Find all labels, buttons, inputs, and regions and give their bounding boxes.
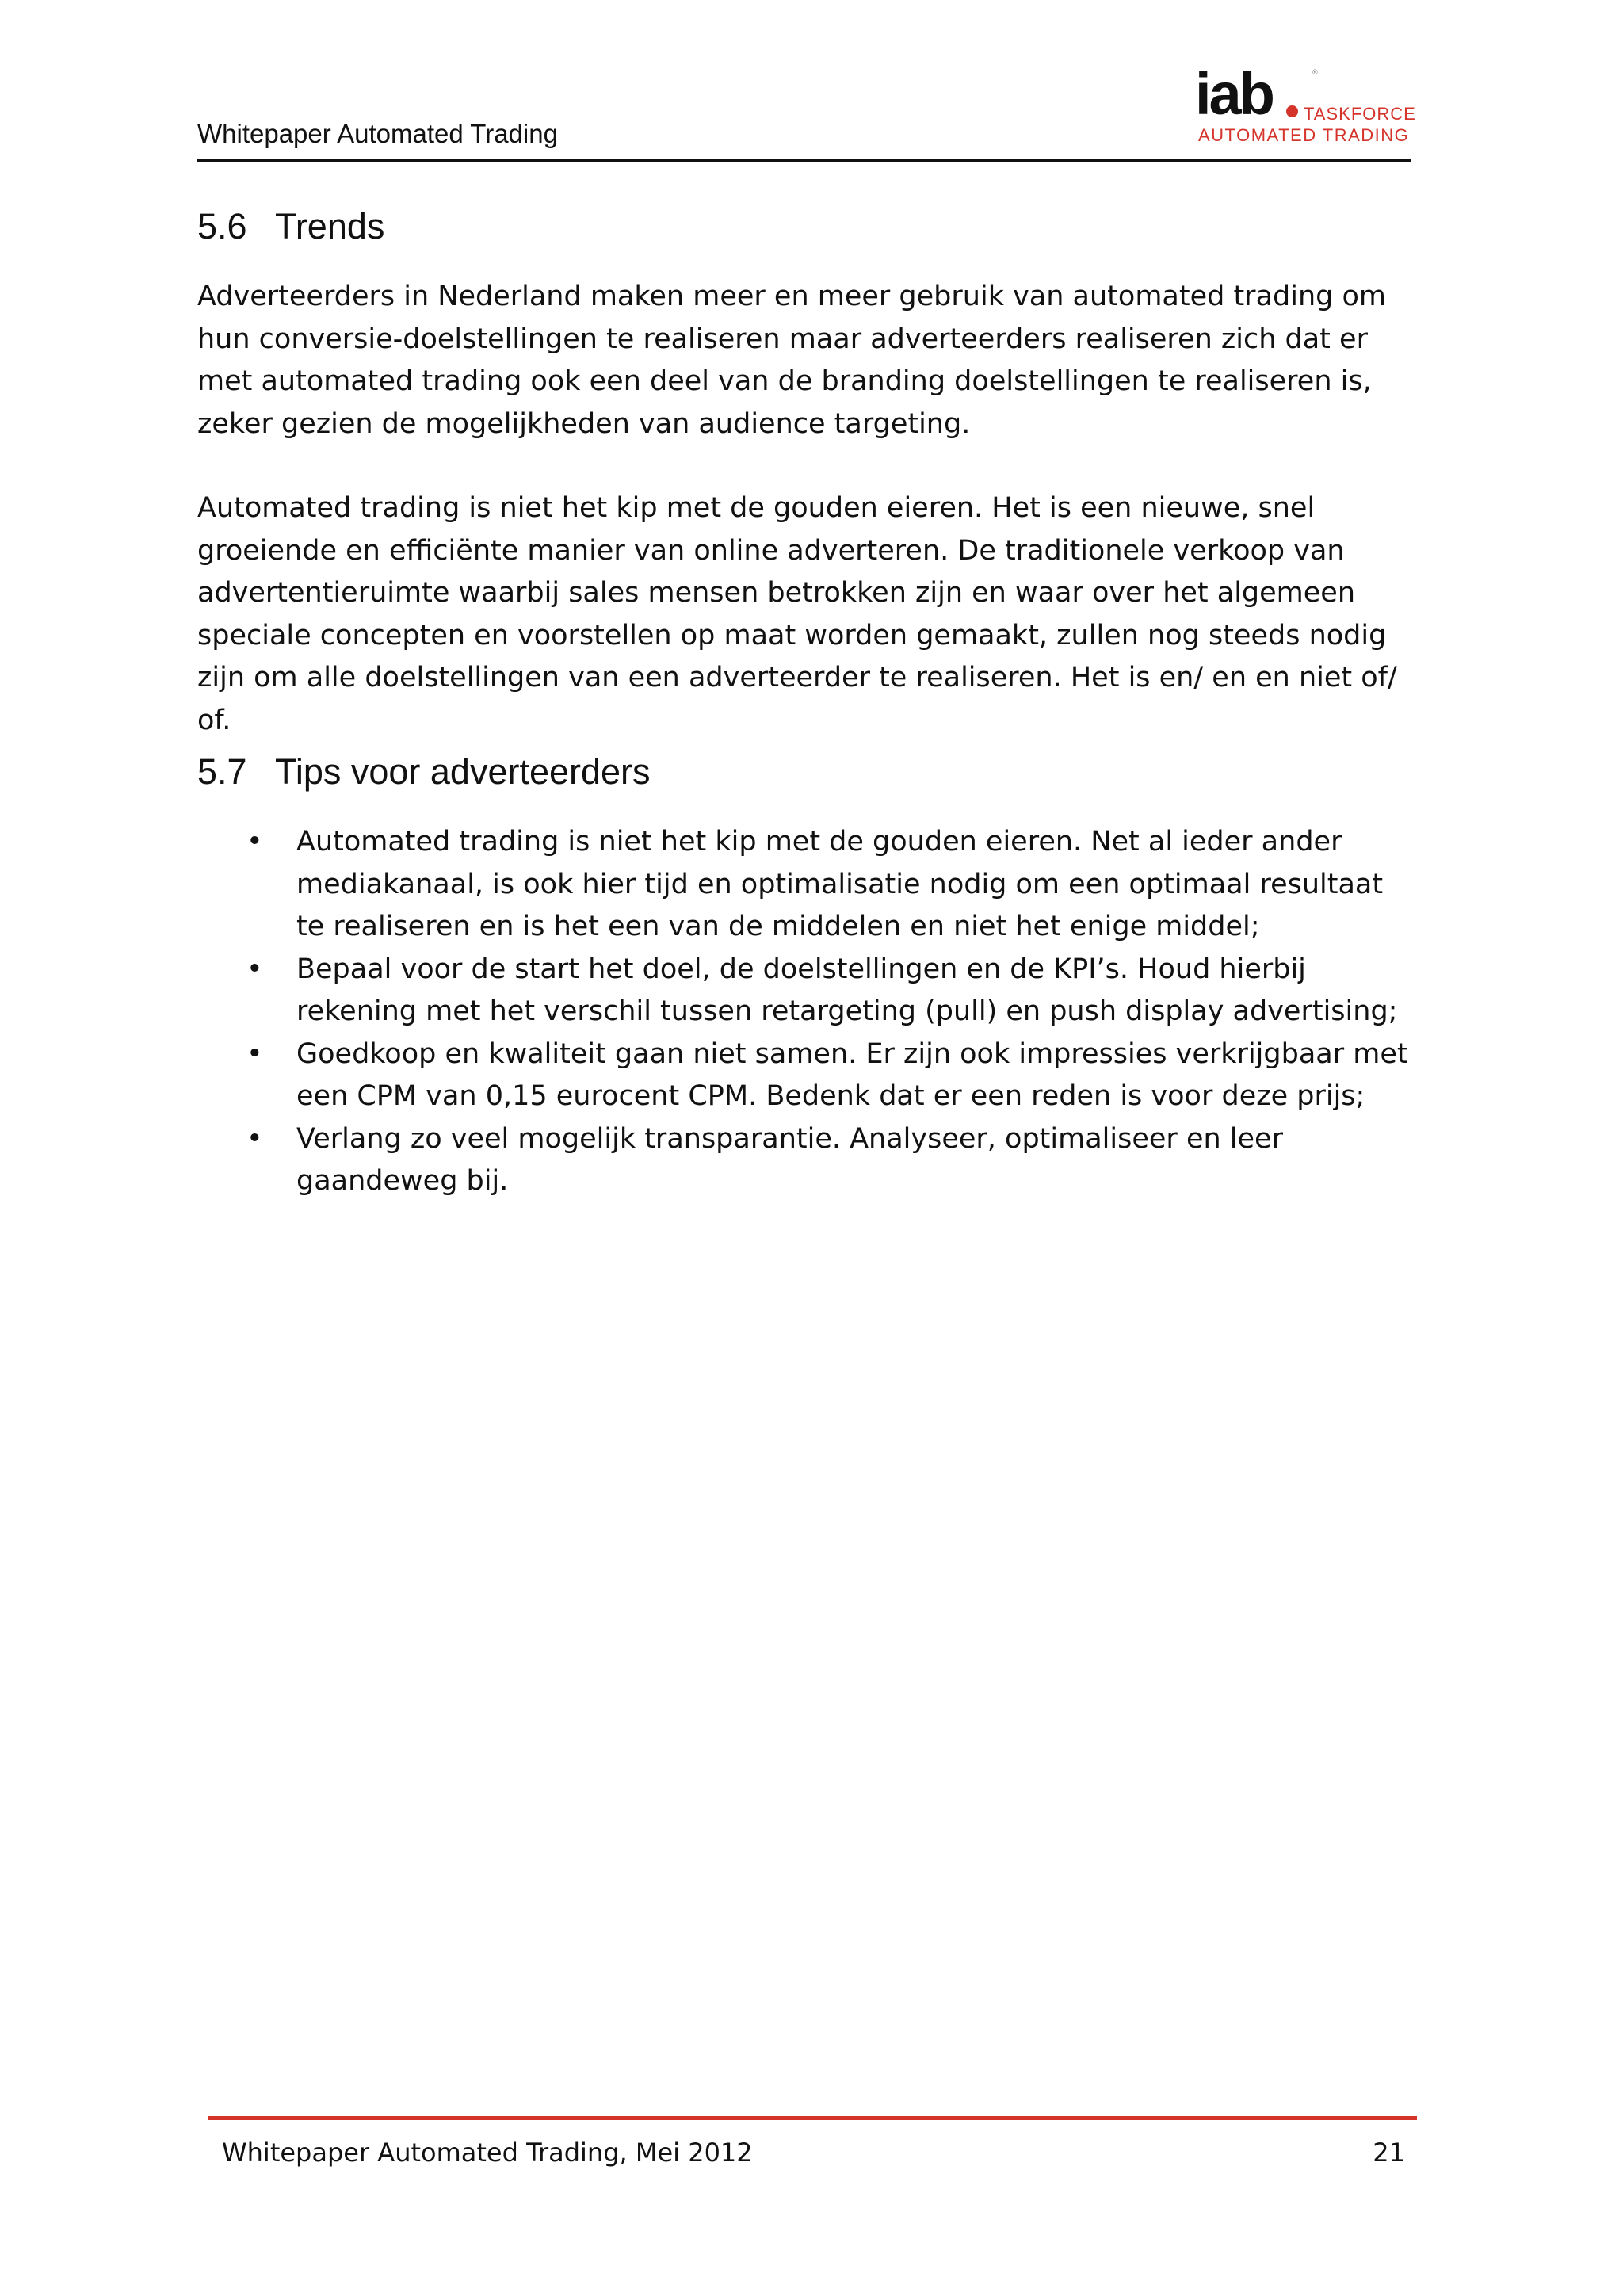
page-number: 21 — [1373, 2137, 1405, 2168]
section-trends — [197, 203, 1418, 742]
header-title: Whitepaper Automated Trading — [197, 119, 558, 148]
paragraph: Adverteerders in Nederland maken meer en meer gebruik van automated trading om hun conversie-doelstellingen te realiseren maar adverteerders realiseren zich dat er met automated trading ook een deel van de branding doelstellingen te realiseren is, zeker gezien de mogelijkheden van audience targeting. — [197, 281, 1386, 440]
iab-logo — [1195, 61, 1416, 152]
header-rule — [197, 159, 1411, 162]
list-item-text: Automated trading is niet het kip met de gouden eieren. Net al ieder ander mediakanaal, is ook hier tijd en optimalisatie nodig om een optimaal resultaat te realiseren en is het een van de middelen en niet het enige middel; — [296, 826, 1384, 942]
list-item-text: Bepaal voor de start het doel, de doelstellingen en de KPI’s. Houd hierbij rekening met het verschil tussen retargeting (pull) en push display advertising; — [296, 953, 1398, 1027]
list-item — [197, 949, 1418, 1033]
logo-dot-icon — [1286, 105, 1298, 117]
section-tips — [197, 748, 1418, 1203]
section-number: 5.6 — [197, 206, 247, 246]
list-item-text: Goedkoop en kwaliteit gaan niet samen. Er zijn ook impressies verkrijgbaar met een CPM van 0,15 eurocent CPM. Bedenk dat er een reden is voor deze prijs; — [296, 1037, 1408, 1112]
section-heading — [197, 748, 1418, 796]
section-title: Tips voor adverteerders — [275, 751, 651, 792]
footer-rule — [208, 2116, 1417, 2120]
section-number: 5.7 — [197, 751, 247, 792]
bullet-icon: • — [246, 953, 263, 985]
list-item — [197, 821, 1418, 949]
section-heading — [197, 203, 1418, 250]
list-item — [197, 1033, 1418, 1118]
paragraph: Automated trading is niet het kip met de gouden eieren. Het is een nieuwe, snel groeiende en efficiënte manier van online adverteren. De traditionele verkoop van advertentieruimte waarbij sales mensen betrokken zijn en waar over het algemeen speciale concepten en voorstellen op maat worden gemaakt, zullen nog steeds nodig zijn om alle doelstellingen van een adverteerder te realiseren. Het is en/ en en niet of/ of. — [197, 492, 1397, 736]
section-title: Trends — [275, 206, 385, 246]
footer-text: Whitepaper Automated Trading, Mei 2012 — [222, 2137, 753, 2168]
bullet-icon: • — [246, 826, 263, 858]
logo-taskforce-text: TASKFORCE — [1304, 104, 1416, 124]
logo-trademark: ® — [1312, 68, 1318, 76]
bullet-icon: • — [246, 1037, 263, 1070]
bullet-list — [197, 821, 1418, 1203]
bullet-icon: • — [246, 1122, 263, 1155]
logo-mark: iab — [1195, 61, 1273, 127]
logo-automated-trading-text: AUTOMATED TRADING — [1198, 125, 1410, 145]
list-item-text: Verlang zo veel mogelijk transparantie. Analyseer, optimaliseer en leer gaandeweg bij. — [296, 1122, 1283, 1197]
list-item — [197, 1118, 1418, 1203]
